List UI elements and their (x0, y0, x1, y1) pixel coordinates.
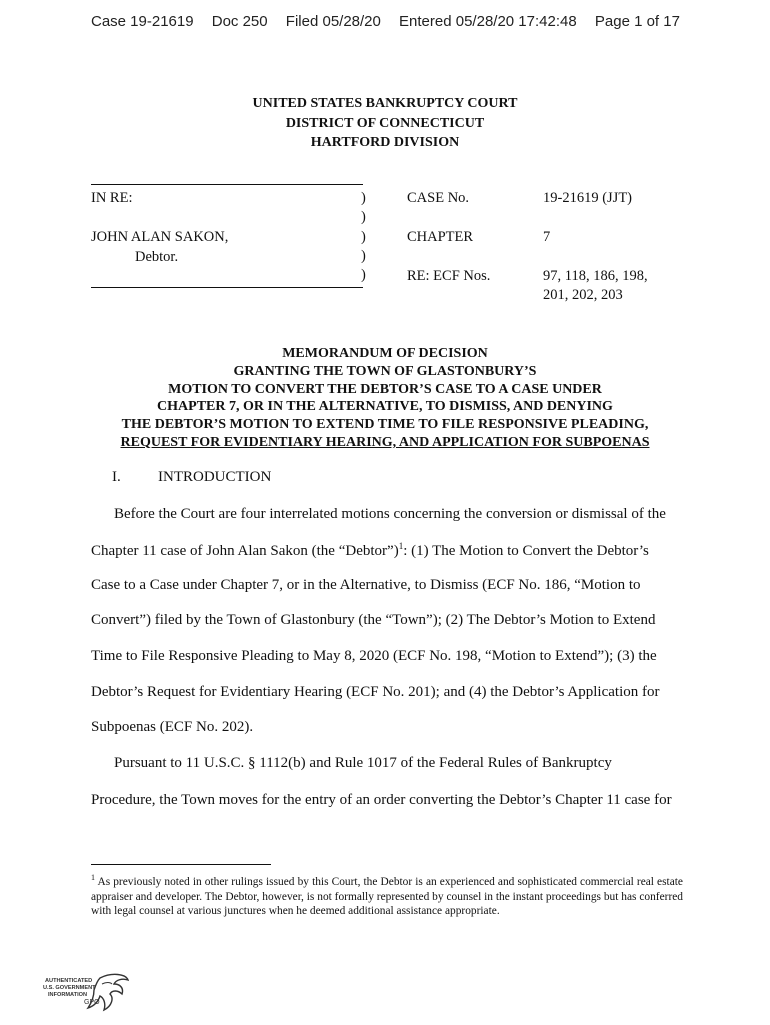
footnote (91, 871, 683, 919)
footnote-text: As previously noted in other rulings issued by this Court, the Debtor is an experienced and sophisticated commercial real estate appraiser and developer. The Debtor, however, is not formally represented by counsel in the instant proceedings but has conferred with legal counsel at various junctures when he deemed additional assistance appropriate. (91, 875, 683, 918)
title-line: MOTION TO CONVERT THE DEBTOR’S CASE TO A CASE UNDER (168, 381, 602, 397)
body-line: Convert”) filed by the Town of Glastonbury (the “Town”); (2) The Debtor’s Motion to Extend (91, 612, 656, 628)
doc-number: Doc 250 (211, 13, 268, 30)
body-line: Case to a Case under Chapter 7, or in the Alternative, to Dismiss (ECF No. 186, “Motion to (91, 577, 641, 593)
re-ecf-value-1: 97, 118, 186, 198, (543, 268, 648, 284)
filing-header (91, 13, 691, 30)
chapter-label: CHAPTER (407, 229, 474, 245)
page-number: Page 1 of 17 (594, 13, 680, 30)
title-line: CHAPTER 7, OR IN THE ALTERNATIVE, TO DISMISS, AND DENYING (157, 399, 613, 415)
footnote-mark: 1 (91, 873, 95, 882)
title-line: MEMORANDUM OF DECISION (282, 346, 488, 361)
caption-paren: ) (361, 190, 366, 206)
debtor-label: Debtor. (135, 249, 179, 265)
caption-paren: ) (361, 229, 366, 245)
re-ecf-value-2: 201, 202, 203 (543, 287, 623, 303)
caption-bottom-rule (91, 287, 363, 288)
section-heading (112, 469, 271, 486)
caption-top-rule (91, 184, 363, 185)
caption-paren: ) (361, 209, 366, 225)
case-no-label: CASE No. (407, 190, 470, 206)
court-name: UNITED STATES BANKRUPTCY COURT (252, 96, 518, 111)
gpo-eagle-icon (42, 972, 132, 1020)
court-division: HARTFORD DIVISION (310, 135, 460, 150)
body-line: Time to File Responsive Pleading to May 8, 2020 (ECF No. 198, “Motion to Extend”); (3) the (91, 648, 657, 664)
seal-text: GPO (84, 999, 100, 1006)
re-ecf-label: RE: ECF Nos. (407, 268, 491, 284)
section-number: I. (112, 469, 121, 485)
title-line: GRANTING THE TOWN OF GLASTONBURY’S (233, 363, 537, 379)
title-line: THE DEBTOR’S MOTION TO EXTEND TIME TO FILE RESPONSIVE PLEADING, (121, 417, 649, 433)
debtor-name: JOHN ALAN SAKON, (91, 229, 229, 245)
section-title: INTRODUCTION (158, 469, 272, 485)
body-line: Procedure, the Town moves for the entry of an order converting the Debtor’s Chapter 11 case for (91, 792, 672, 808)
body-line: Before the Court are four interrelated motions concerning the conversion or dismissal of the (114, 506, 666, 522)
case-no-value: 19-21619 (JJT) (543, 190, 633, 206)
court-heading (0, 94, 770, 153)
filed-date: Filed 05/28/20 (285, 13, 381, 30)
body-line: Debtor’s Request for Evidentiary Hearing (ECF No. 201); and (4) the Debtor’s Application for (91, 684, 660, 700)
document-title (0, 345, 770, 452)
body-text: Chapter 11 case of John Alan Sakon (the “Debtor”) (91, 543, 399, 559)
seal-text: U.S. GOVERNMENT (43, 985, 96, 991)
footnote-rule (91, 864, 271, 865)
entered-date: Entered 05/28/20 17:42:48 (399, 13, 577, 30)
caption-paren: ) (361, 248, 366, 264)
seal-text: INFORMATION (48, 992, 88, 998)
chapter-value: 7 (543, 229, 551, 245)
in-re-label: IN RE: (91, 190, 133, 206)
title-line: REQUEST FOR EVIDENTIARY HEARING, AND APPLICATION FOR SUBPOENAS (120, 434, 650, 450)
body-line: Pursuant to 11 U.S.C. § 1112(b) and Rule 1017 of the Federal Rules of Bankruptcy (114, 755, 612, 771)
body-line: Subpoenas (ECF No. 202). (91, 719, 254, 735)
footnote-ref: 1 (398, 541, 404, 551)
case-number: Case 19-21619 (91, 13, 194, 30)
caption-paren: ) (361, 267, 366, 283)
gpo-authentication-seal (42, 972, 132, 1025)
body-text: : (1) The Motion to Convert the Debtor’s (403, 543, 649, 559)
body-line (91, 541, 649, 560)
seal-text: AUTHENTICATED (45, 978, 93, 984)
court-district: DISTRICT OF CONNECTICUT (285, 115, 485, 131)
